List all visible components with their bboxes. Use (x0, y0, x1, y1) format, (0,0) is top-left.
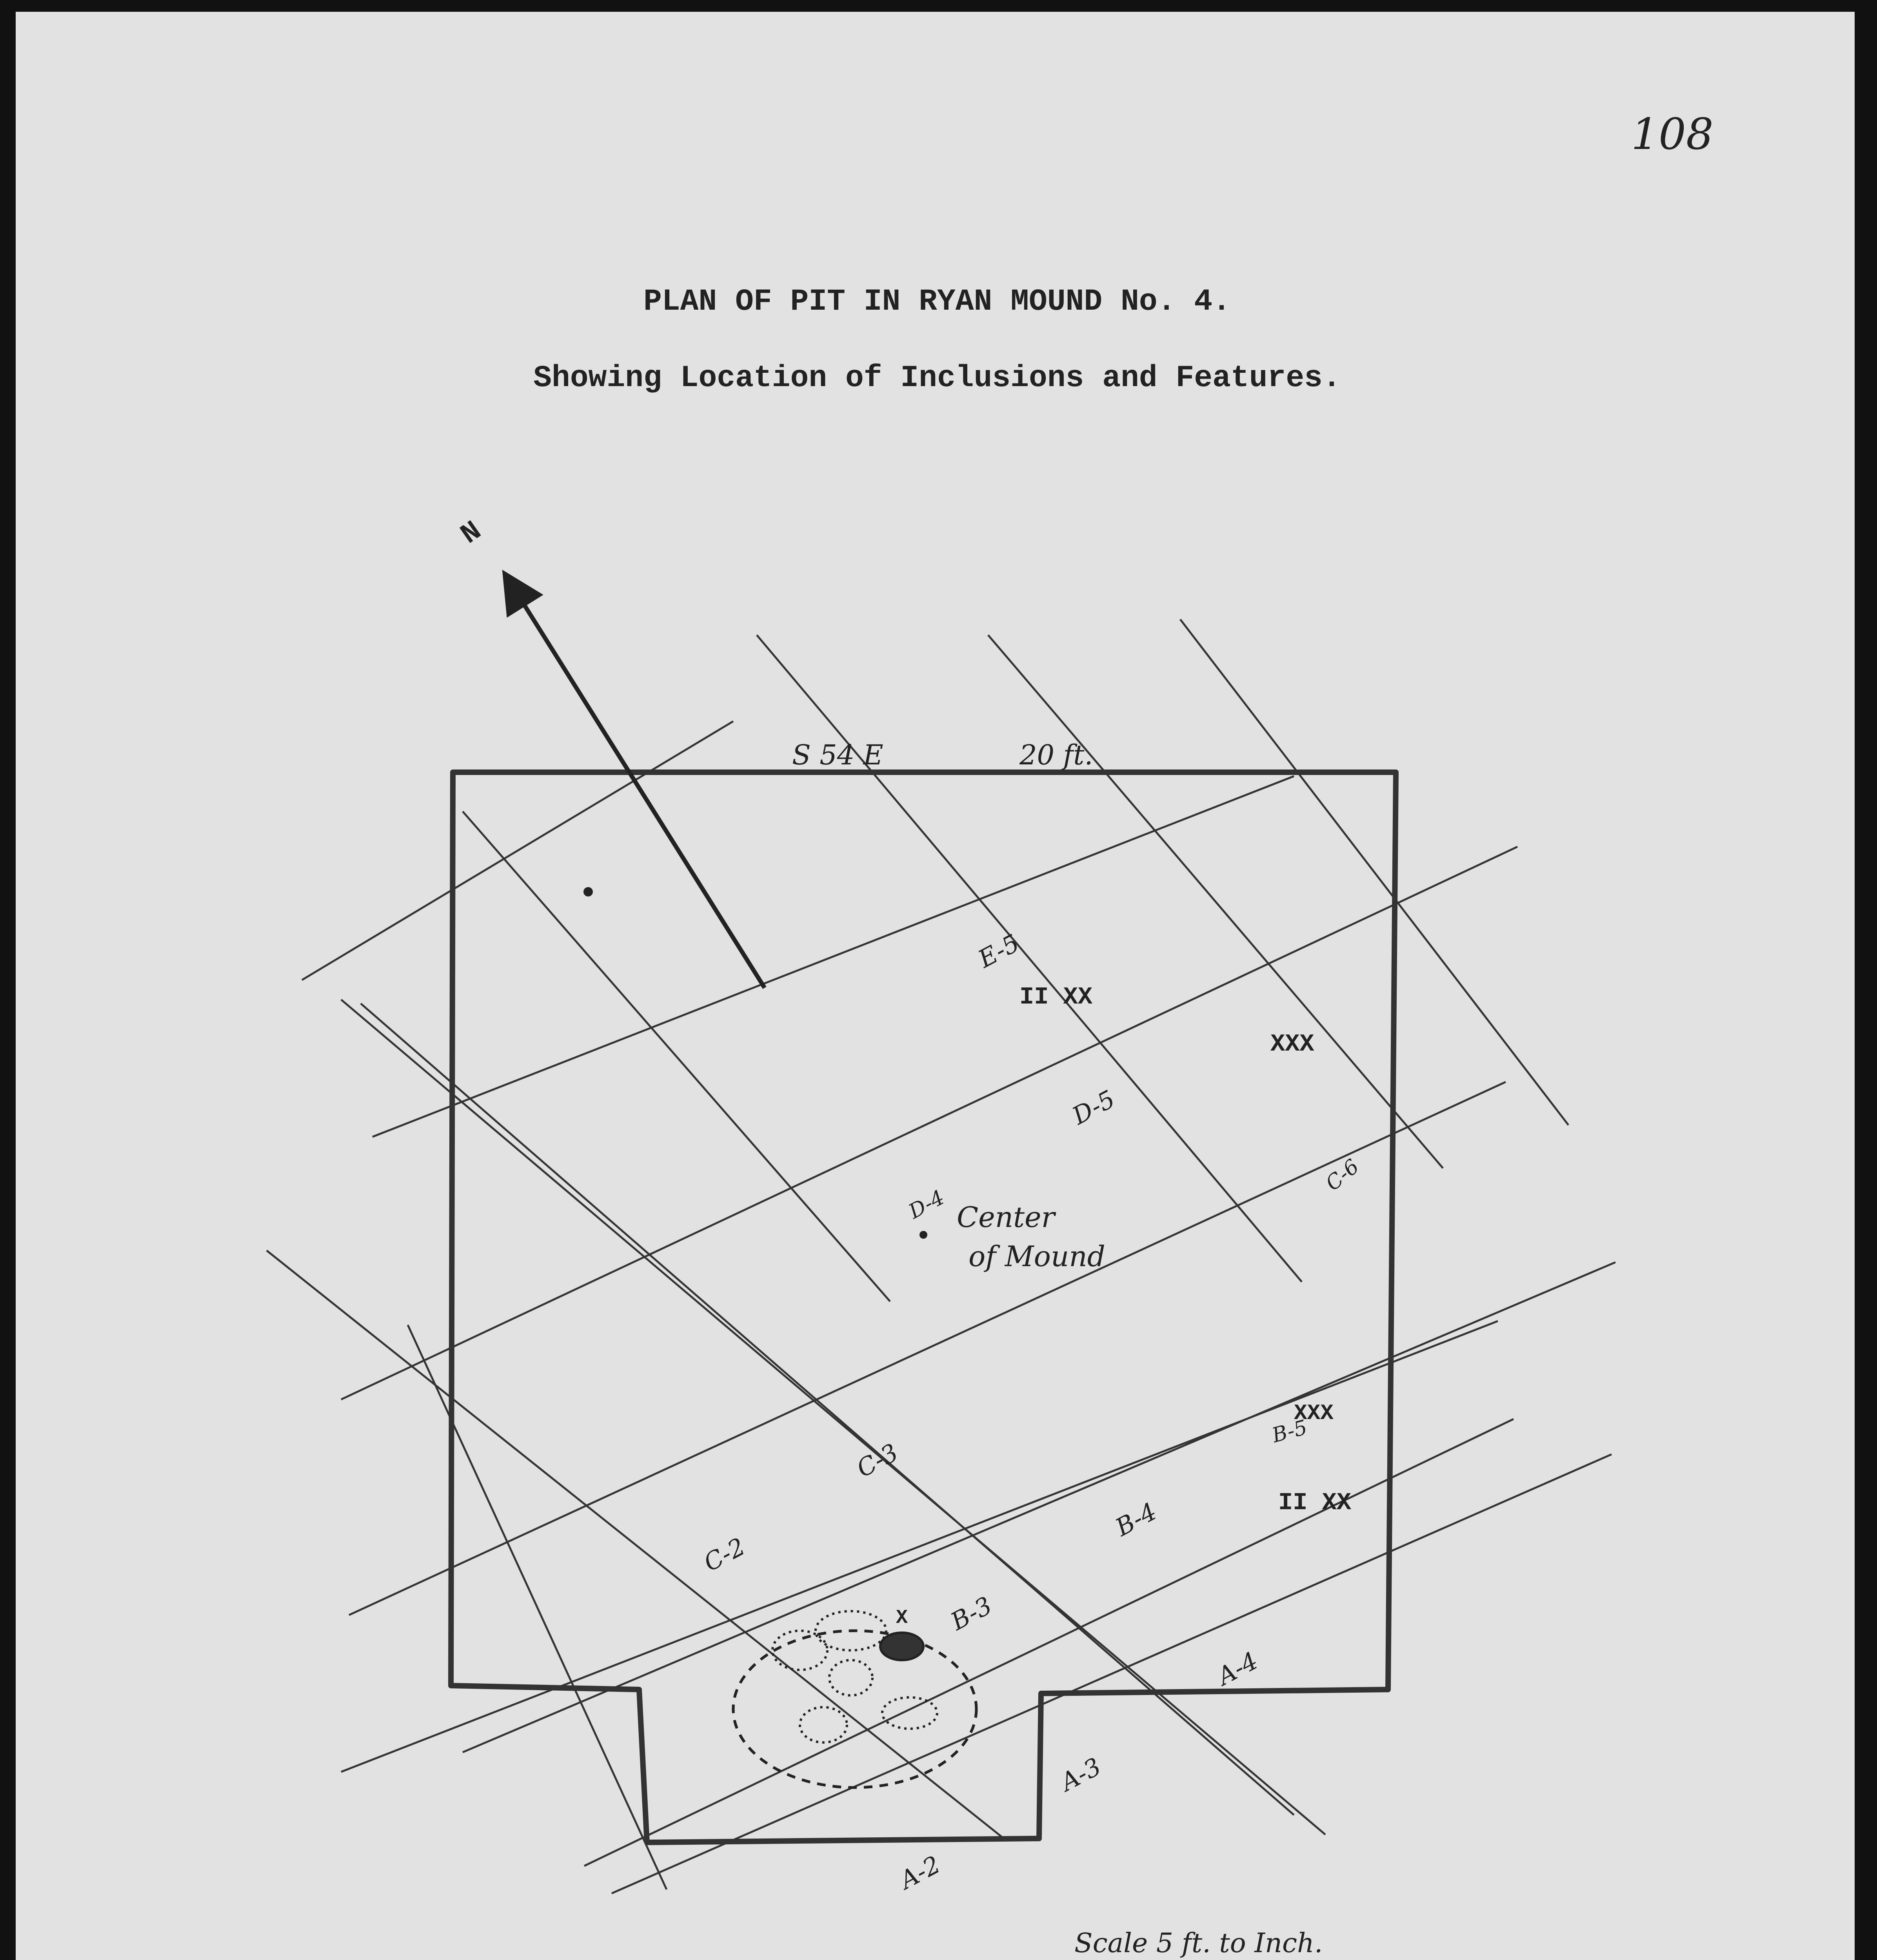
pit-marker-dot (583, 887, 593, 897)
two-bone-burial-mark-2: II XX (1278, 1489, 1352, 1517)
copper-bar-deposit (880, 1633, 923, 1660)
two-bone-burial-mark-1: II XX (1019, 983, 1093, 1011)
grid-line (302, 721, 733, 980)
grid-label-b5: B-5 (1269, 1416, 1310, 1448)
grid-label-b4: B-4 (1110, 1497, 1161, 1542)
grid-line (612, 1454, 1612, 1893)
grid-label-b3: B-3 (946, 1591, 997, 1636)
grid-line (757, 635, 1302, 1282)
grid-line (988, 635, 1443, 1168)
page-number: 108 (1631, 109, 1713, 159)
black-muck-deposit (829, 1660, 872, 1695)
grid-lines-nw-se (267, 619, 1568, 1889)
grid-line (584, 1419, 1514, 1866)
black-muck-deposit (800, 1707, 847, 1742)
top-edge-length: 20 ft. (1019, 739, 1093, 771)
grid-label-c2: C-2 (699, 1532, 750, 1577)
grid-label-e5: E-5 (973, 928, 1024, 974)
center-label-line1: Center (957, 1201, 1055, 1234)
grid-label-c6: C-6 (1321, 1154, 1364, 1196)
grid-line (408, 1325, 667, 1889)
grid-line (267, 1250, 1004, 1838)
grid-label-a2: A-2 (895, 1850, 945, 1895)
grid-line (1180, 619, 1568, 1125)
top-edge-bearing: S 54 E (792, 739, 883, 771)
clam-shells-mark-2: XXX (1294, 1401, 1334, 1426)
north-arrow (514, 588, 765, 988)
black-muck-deposit (882, 1697, 937, 1729)
clam-shells-mark-1: XXX (1270, 1030, 1314, 1058)
plan-title: PLAN OF PIT IN RYAN MOUND No. 4. (643, 285, 1231, 319)
pit-outline (451, 772, 1396, 1842)
plan-subtitle: Showing Location of Inclusions and Features. (533, 361, 1341, 396)
grid-label-c3: C-3 (852, 1438, 903, 1483)
grid-label-a4: A-4 (1212, 1646, 1263, 1691)
grid-label-d4: D-4 (905, 1185, 948, 1224)
center-of-mound-marker (919, 1231, 927, 1239)
grid-label-d5: D-5 (1067, 1084, 1120, 1131)
scale-note: Scale 5 ft. to Inch. (1074, 1928, 1323, 1959)
grid-line (349, 1082, 1506, 1615)
grid-line (463, 811, 890, 1301)
yellow-sandy-soil-outline (733, 1631, 976, 1788)
black-muck-deposit (772, 1631, 827, 1670)
soil-deposit-cluster (733, 1607, 976, 1788)
grid-lines-ne-sw (302, 721, 1615, 1893)
copper-bar-mark: X (896, 1607, 908, 1629)
center-label-line2: of Mound (968, 1240, 1105, 1273)
grid-label-a3: A-3 (1056, 1752, 1106, 1797)
grid-line (463, 1262, 1615, 1752)
grid-line (341, 847, 1517, 1399)
north-label: N (455, 515, 488, 551)
